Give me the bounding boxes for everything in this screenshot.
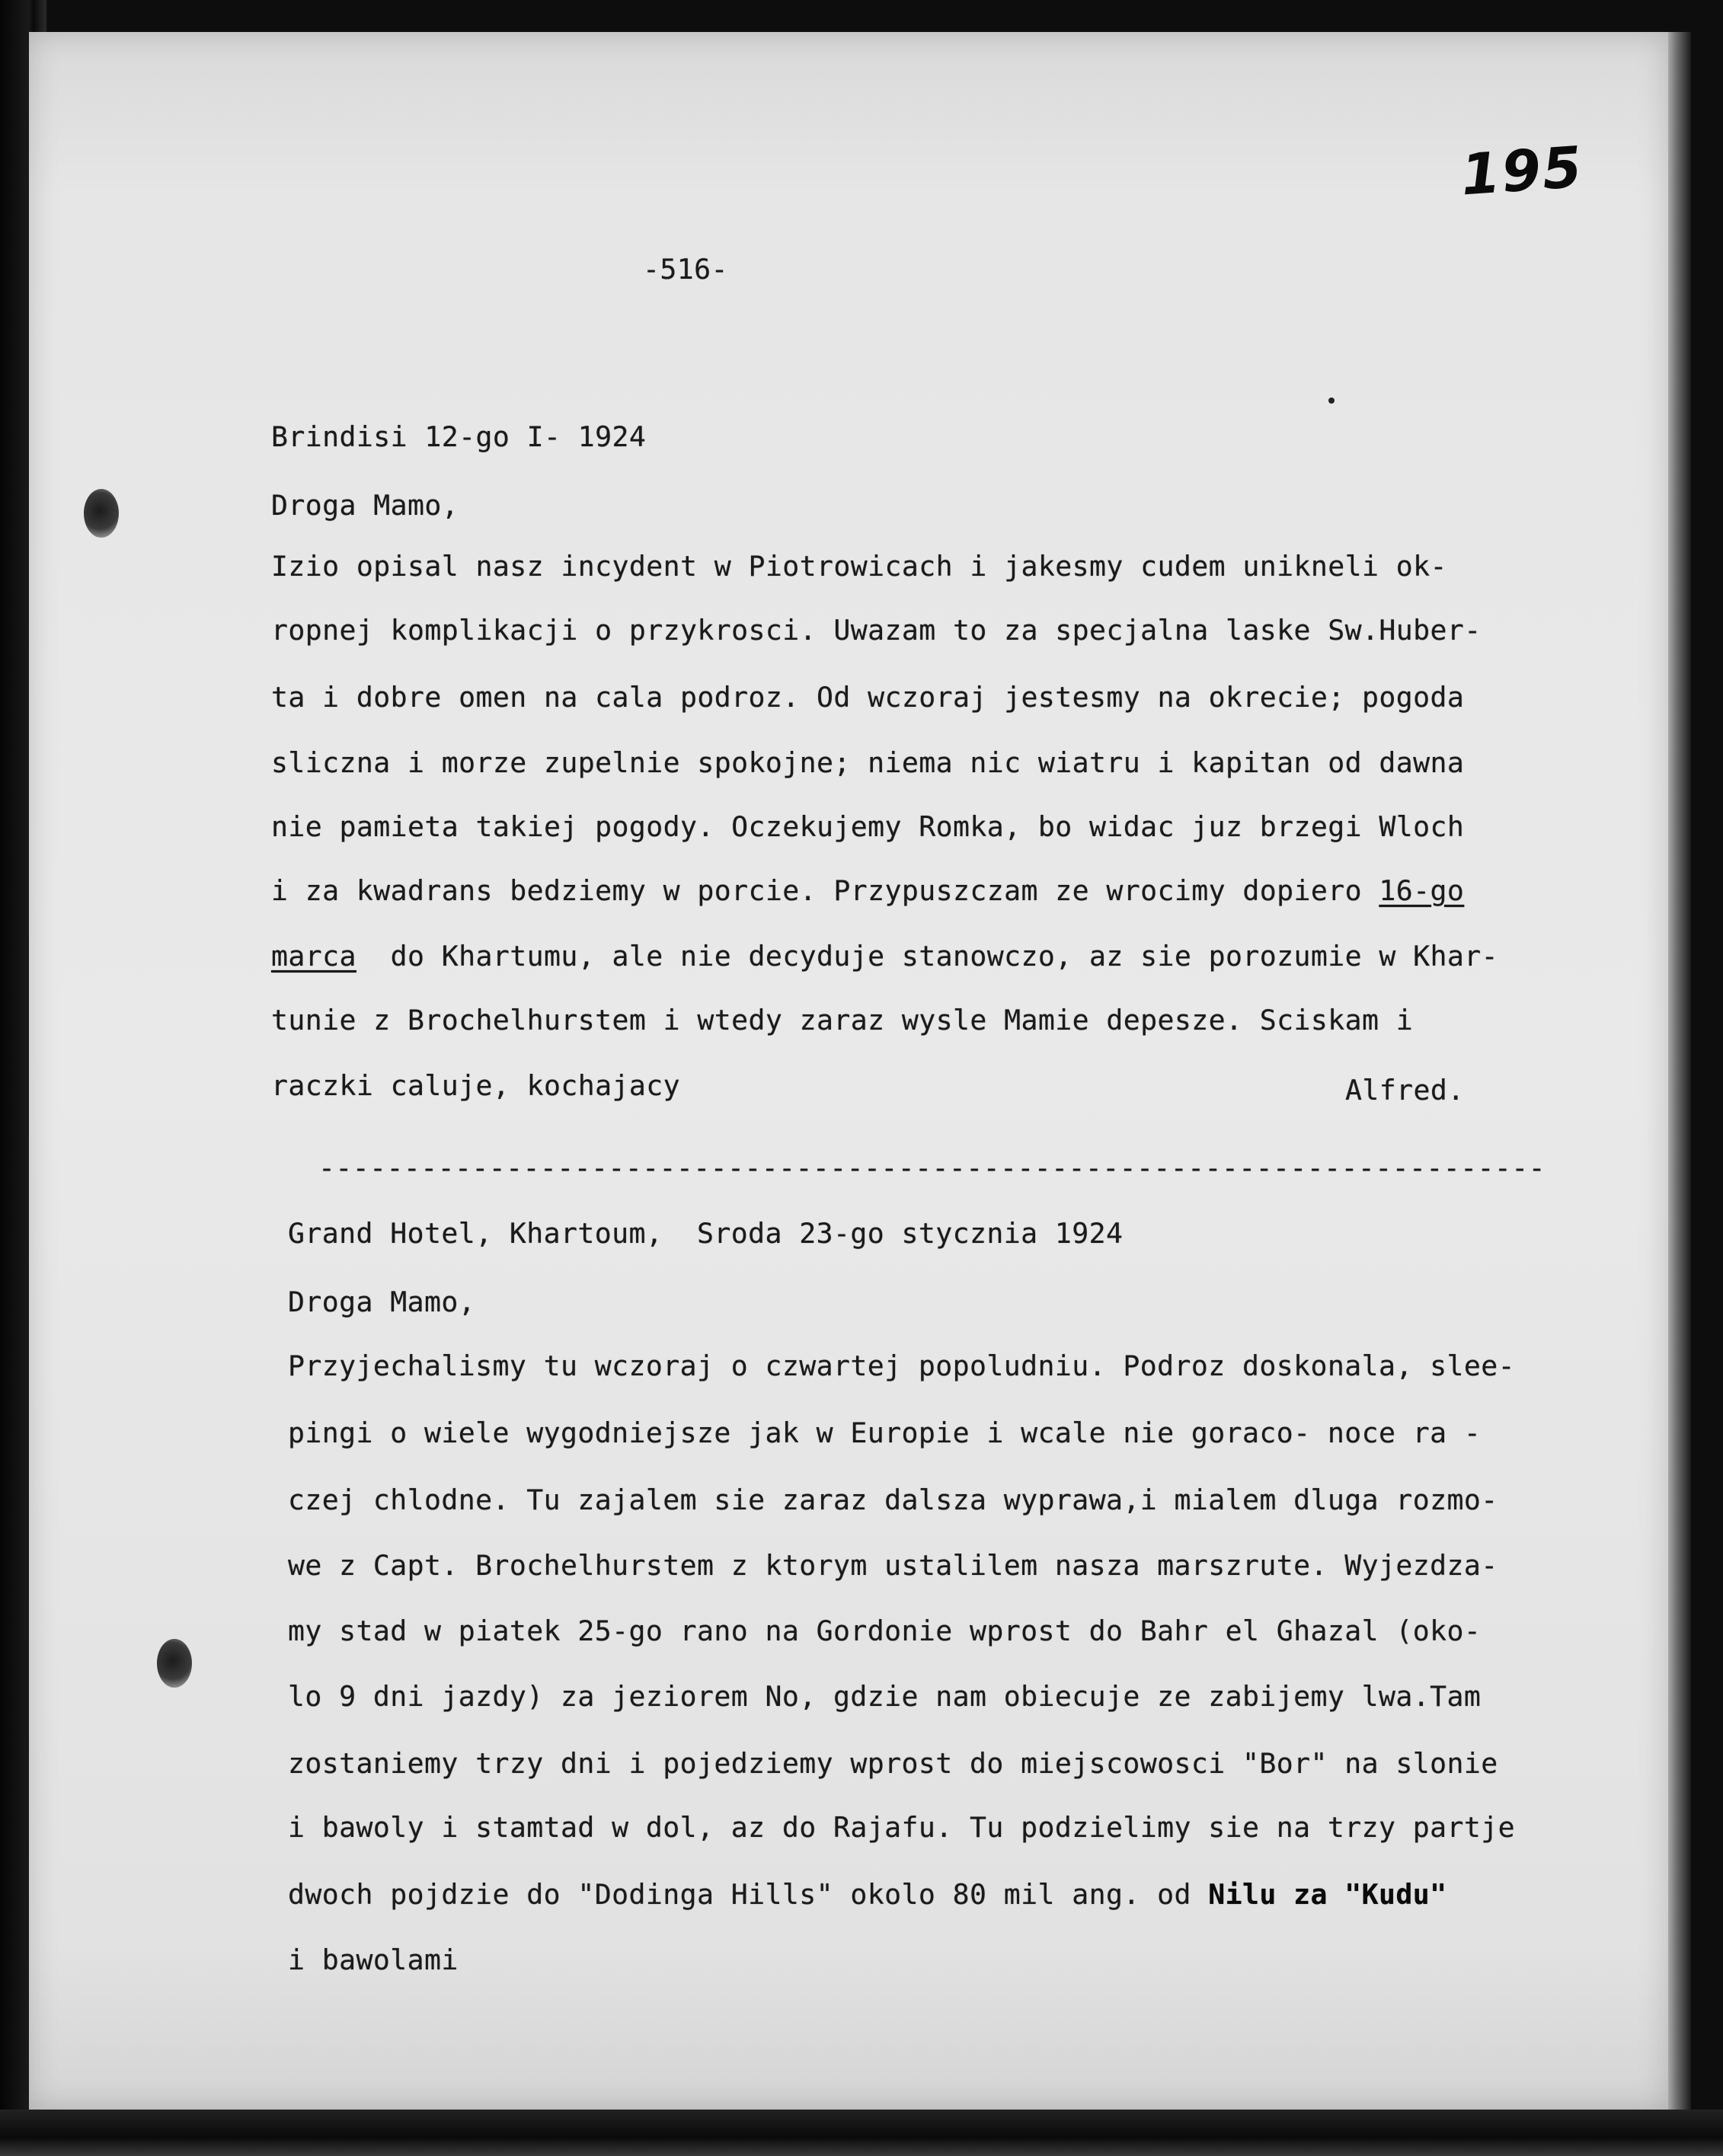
letter2-place-date: Grand Hotel, Khartoum, Sroda 23-go stycznia 1924 xyxy=(288,1217,1124,1250)
handwritten-page-number: 195 xyxy=(1459,134,1586,209)
document-page xyxy=(29,32,1668,2110)
letter2-line-9 xyxy=(288,1878,1447,1911)
letter1-line: ta i dobre omen na cala podroz. Od wczoraj jestesmy na okrecie; pogoda xyxy=(271,681,1465,714)
letter2-line-9-text: dwoch pojdzie do "Dodinga Hills" okolo 80 mil ang. od xyxy=(288,1878,1209,1911)
letter1-signature: Alfred. xyxy=(1345,1074,1465,1107)
letter2-line: i bawoly i stamtad w dol, az do Rajafu. Tu podzielimy sie na trzy partje xyxy=(288,1811,1515,1844)
ink-speck xyxy=(1328,398,1335,404)
letter2-line: lo 9 dni jazdy) za jeziorem No, gdzie nam obiecuje ze zabijemy lwa.Tam xyxy=(288,1680,1482,1713)
letter1-line-7 xyxy=(271,940,1498,973)
punch-hole-top xyxy=(84,489,119,538)
letter2-line: czej chlodne. Tu zajalem sie zaraz dalsza wyprawa,i mialem dluga rozmo- xyxy=(288,1484,1498,1516)
letter1-line: tunie z Brochelhurstem i wtedy zaraz wysle Mamie depesze. Sciskam i xyxy=(271,1004,1414,1036)
letter1-line-7-text: do Khartumu, ale nie decyduje stanowczo, az sie porozumie w Khar- xyxy=(356,940,1498,973)
letter1-line: ropnej komplikacji o przykrosci. Uwazam to za specjalna laske Sw.Huber- xyxy=(271,614,1482,647)
letter2-line: zostaniemy trzy dni i pojedziemy wprost do miejscowosci "Bor" na slonie xyxy=(288,1747,1498,1780)
letter1-underlined-date: 16-go xyxy=(1379,874,1465,907)
letter1-line: nie pamieta takiej pogody. Oczekujemy Romka, bo widac juz brzegi Wloch xyxy=(271,810,1465,843)
letter1-underlined-month: marca xyxy=(271,940,356,973)
letter2-line: Przyjechalismy tu wczoraj o czwartej popoludniu. Podroz doskonala, slee- xyxy=(288,1349,1515,1382)
letter1-salutation: Droga Mamo, xyxy=(271,489,459,522)
letter2-line: i bawolami xyxy=(288,1944,459,1976)
page-right-edge xyxy=(1668,32,1691,2110)
letter1-line: raczki caluje, kochajacy xyxy=(271,1069,680,1102)
letter1-line: sliczna i morze zupelnie spokojne; niema nic wiatru i kapitan od dawna xyxy=(271,746,1465,779)
letter2-line: my stad w piatek 25-go rano na Gordonie wprost do Bahr el Ghazal (oko- xyxy=(288,1615,1482,1647)
letter2-bold-text: Nilu za "Kudu" xyxy=(1208,1878,1447,1911)
microfilm-bottom-strip xyxy=(0,2110,1723,2156)
letter2-line: we z Capt. Brochelhurstem z ktorym ustalilem nasza marszrute. Wyjezdza- xyxy=(288,1549,1498,1582)
letter1-line-6-text: i za kwadrans bedziemy w porcie. Przypuszczam ze wrocimy dopiero xyxy=(271,874,1379,907)
letter-separator: ------------------------------------------------------------------------ xyxy=(318,1151,1546,1184)
typed-page-number: -516- xyxy=(643,253,728,286)
letter2-salutation: Droga Mamo, xyxy=(288,1286,476,1318)
punch-hole-bottom xyxy=(157,1639,192,1688)
letter2-line: pingi o wiele wygodniejsze jak w Europie i wcale nie goraco- noce ra - xyxy=(288,1417,1482,1449)
letter1-place-date: Brindisi 12-go I- 1924 xyxy=(271,420,647,453)
letter1-line-6 xyxy=(271,874,1464,907)
letter1-line: Izio opisal nasz incydent w Piotrowicach i jakesmy cudem unikneli ok- xyxy=(271,550,1447,583)
